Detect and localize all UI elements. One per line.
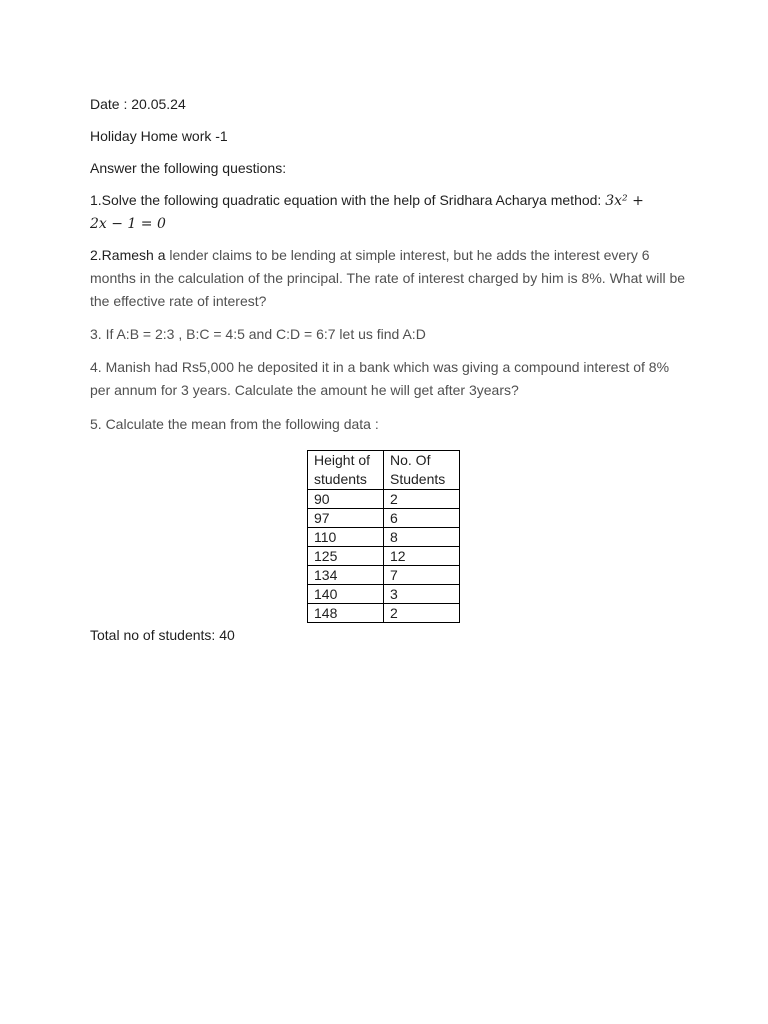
- table-cell-height: 97: [308, 509, 384, 528]
- height-data-table: [307, 450, 460, 623]
- question-5: 5. Calculate the mean from the following data :: [90, 416, 379, 432]
- table-row: [308, 566, 460, 585]
- table-header-height: Height of students: [308, 451, 384, 490]
- table-row: [308, 547, 460, 566]
- table-row: [308, 528, 460, 547]
- question-2: [90, 244, 690, 313]
- table-row: [308, 585, 460, 604]
- question-3: 3. If A:B = 2:3 , B:C = 4:5 and C:D = 6:7 let us find A:D: [90, 326, 426, 342]
- table-cell-height: 140: [308, 585, 384, 604]
- table-cell-count: 2: [384, 490, 460, 509]
- table-cell-count: 8: [384, 528, 460, 547]
- table-header-row: [308, 451, 460, 490]
- question-2-lead: 2.Ramesh a: [90, 247, 166, 263]
- table-cell-height: 125: [308, 547, 384, 566]
- homework-title: Holiday Home work -1: [90, 128, 228, 144]
- table-cell-count: 7: [384, 566, 460, 585]
- table-cell-height: 110: [308, 528, 384, 547]
- question-1: [90, 189, 690, 235]
- table-row: [308, 490, 460, 509]
- table-cell-count: 6: [384, 509, 460, 528]
- question-2-text: lender claims to be lending at simple interest, but he adds the interest every 6 months in the calculation of the principal. The rate of interest charged by him is 8%. What will be the effective rate of interest?: [90, 247, 686, 309]
- document-body: [90, 93, 690, 445]
- instruction-line: Answer the following questions:: [90, 160, 287, 176]
- table-row: [308, 509, 460, 528]
- table-row: [308, 604, 460, 623]
- question-1-text: 1.Solve the following quadratic equation with the help of Sridhara Acharya method:: [90, 192, 606, 208]
- question-4: 4. Manish had Rs5,000 he deposited it in a bank which was giving a compound interest of 8% per annum for 3 years. Calculate the amount he will get after 3years?: [90, 359, 670, 398]
- total-students-line: Total no of students: 40: [90, 627, 235, 643]
- table-cell-height: 148: [308, 604, 384, 623]
- question-1-equation-part2: 2x − 1 = 0: [90, 216, 166, 232]
- table-header-students: No. Of Students: [384, 451, 460, 490]
- table-cell-height: 134: [308, 566, 384, 585]
- table-cell-count: 12: [384, 547, 460, 566]
- question-1-equation-part1: 3x² +: [605, 193, 644, 209]
- table-cell-count: 2: [384, 604, 460, 623]
- table-cell-count: 3: [384, 585, 460, 604]
- table-cell-height: 90: [308, 490, 384, 509]
- date-line: Date : 20.05.24: [90, 96, 186, 112]
